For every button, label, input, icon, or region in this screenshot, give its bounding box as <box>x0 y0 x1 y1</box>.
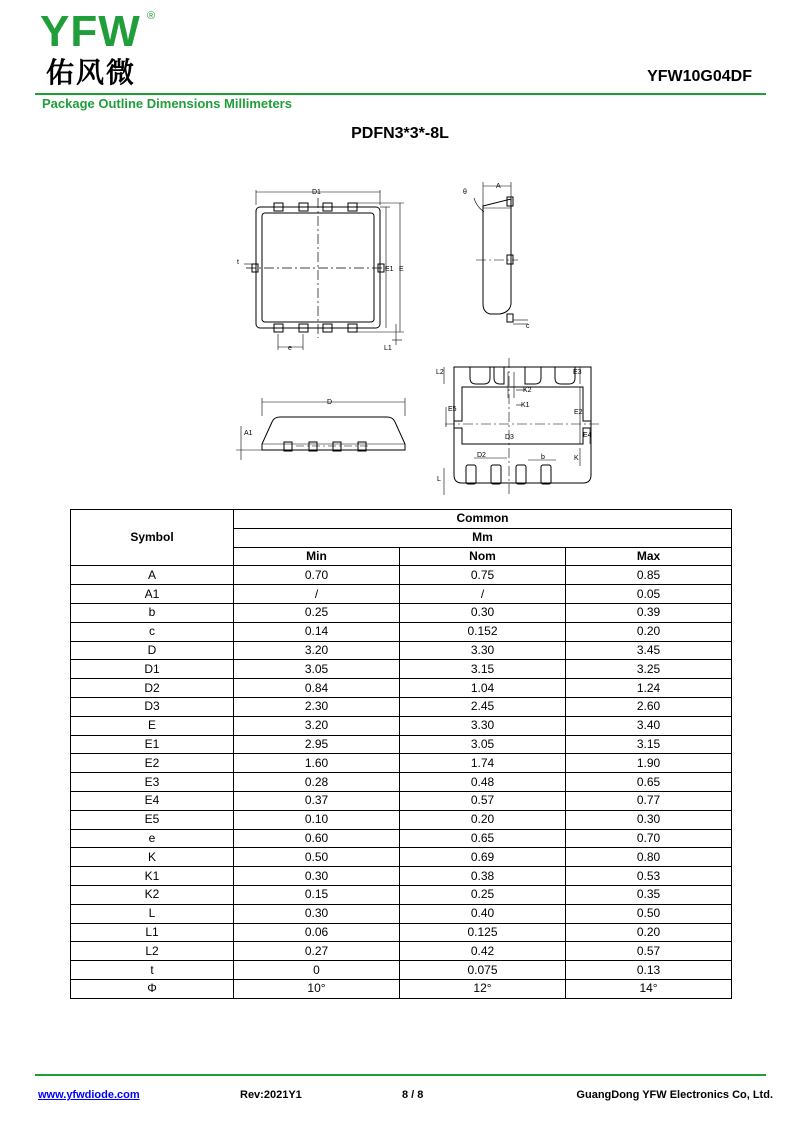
label-c: c <box>526 323 530 330</box>
company-name: GuangDong YFW Electronics Co, Ltd. <box>576 1089 773 1101</box>
table-row <box>71 867 732 886</box>
section-subtitle: Package Outline Dimensions Millimeters <box>42 96 292 111</box>
cell-nom: 0.20 <box>400 810 566 829</box>
package-title: PDFN3*3*-8L <box>351 125 449 142</box>
cell-min: 0.27 <box>234 942 400 961</box>
cell-nom: 0.57 <box>400 791 566 810</box>
cell-max: 1.24 <box>566 679 732 698</box>
cell-max: 1.90 <box>566 754 732 773</box>
table-row <box>71 829 732 848</box>
cell-symbol: E <box>71 716 234 735</box>
cell-nom: 3.15 <box>400 660 566 679</box>
table-body <box>71 566 732 998</box>
label-e: E <box>399 266 404 273</box>
cell-min: 3.05 <box>234 660 400 679</box>
cell-symbol: E2 <box>71 754 234 773</box>
table-row <box>71 603 732 622</box>
cell-nom: 3.30 <box>400 716 566 735</box>
cell-max: 0.80 <box>566 848 732 867</box>
cell-symbol: E1 <box>71 735 234 754</box>
cell-nom: 0.075 <box>400 961 566 980</box>
table-row <box>71 961 732 980</box>
cell-symbol: L <box>71 904 234 923</box>
cell-min: 0.70 <box>234 566 400 585</box>
cell-max: 0.05 <box>566 585 732 604</box>
unit-header: Mm <box>234 528 732 547</box>
min-header: Min <box>234 547 400 566</box>
logo-letters: YFW <box>40 7 141 56</box>
cell-symbol: D1 <box>71 660 234 679</box>
cell-symbol: A <box>71 566 234 585</box>
cell-min: 2.95 <box>234 735 400 754</box>
cell-min: 3.20 <box>234 641 400 660</box>
cell-min: 1.60 <box>234 754 400 773</box>
label-a: A <box>496 183 501 190</box>
cell-min: 0.15 <box>234 885 400 904</box>
label-l2: L2 <box>436 369 444 376</box>
cell-min: 0.10 <box>234 810 400 829</box>
cell-min: 0.37 <box>234 791 400 810</box>
cell-max: 3.45 <box>566 641 732 660</box>
label-t: t <box>237 259 239 266</box>
cell-nom: 0.25 <box>400 885 566 904</box>
cell-max: 0.39 <box>566 603 732 622</box>
cell-min: 0.28 <box>234 773 400 792</box>
cell-symbol: E3 <box>71 773 234 792</box>
cell-nom: 0.65 <box>400 829 566 848</box>
cell-max: 0.85 <box>566 566 732 585</box>
cell-min: 2.30 <box>234 697 400 716</box>
cell-max: 0.35 <box>566 885 732 904</box>
cell-min: 0.06 <box>234 923 400 942</box>
table-row <box>71 660 732 679</box>
cell-max: 0.20 <box>566 923 732 942</box>
cell-min: 3.20 <box>234 716 400 735</box>
cell-max: 0.50 <box>566 904 732 923</box>
cell-symbol: K1 <box>71 867 234 886</box>
cell-min: 0.50 <box>234 848 400 867</box>
cell-nom: 0.48 <box>400 773 566 792</box>
table-row <box>71 566 732 585</box>
table-row <box>71 697 732 716</box>
table-row <box>71 773 732 792</box>
cell-max: 0.77 <box>566 791 732 810</box>
label-e1: E1 <box>385 266 394 273</box>
table-row <box>71 885 732 904</box>
cell-nom: 0.38 <box>400 867 566 886</box>
cell-nom: 1.04 <box>400 679 566 698</box>
cell-nom: 0.75 <box>400 566 566 585</box>
common-header: Common <box>234 510 732 529</box>
cell-symbol: e <box>71 829 234 848</box>
cell-max: 14° <box>566 979 732 998</box>
cell-nom: 0.69 <box>400 848 566 867</box>
label-d: D <box>327 399 333 406</box>
cell-min: 0.60 <box>234 829 400 848</box>
cell-symbol: t <box>71 961 234 980</box>
cell-symbol: E4 <box>71 791 234 810</box>
cell-symbol: E5 <box>71 810 234 829</box>
cell-symbol: K <box>71 848 234 867</box>
table-row <box>71 923 732 942</box>
cell-min: 0.25 <box>234 603 400 622</box>
table-row <box>71 791 732 810</box>
label-k: K <box>574 455 579 462</box>
cell-nom: 0.42 <box>400 942 566 961</box>
label-theta: θ <box>463 189 467 196</box>
cell-max: 3.25 <box>566 660 732 679</box>
package-outline-drawing <box>0 0 800 505</box>
cell-symbol: D3 <box>71 697 234 716</box>
page-number: 8 / 8 <box>402 1089 424 1101</box>
cell-symbol: D <box>71 641 234 660</box>
table-row <box>71 585 732 604</box>
cell-symbol: K2 <box>71 885 234 904</box>
cell-nom: 1.74 <box>400 754 566 773</box>
label-d3: D3 <box>505 434 514 441</box>
logo-chinese-text: 佑风微 <box>46 56 137 89</box>
cell-nom: 3.05 <box>400 735 566 754</box>
max-header: Max <box>566 547 732 566</box>
cell-max: 2.60 <box>566 697 732 716</box>
cell-nom: 0.40 <box>400 904 566 923</box>
table-row <box>71 735 732 754</box>
cell-max: 0.13 <box>566 961 732 980</box>
cell-max: 0.53 <box>566 867 732 886</box>
label-d2: D2 <box>477 452 486 459</box>
cell-nom: 3.30 <box>400 641 566 660</box>
cell-min: 0.84 <box>234 679 400 698</box>
label-e3: E3 <box>573 369 582 376</box>
cell-symbol: Φ <box>71 979 234 998</box>
table-row <box>71 679 732 698</box>
website-link[interactable]: www.yfwdiode.com <box>38 1089 140 1101</box>
label-k1: K1 <box>521 402 530 409</box>
label-k2: K2 <box>523 387 532 394</box>
cell-symbol: L2 <box>71 942 234 961</box>
table-row <box>71 979 732 998</box>
part-number: YFW10G04DF <box>647 68 752 85</box>
cell-symbol: D2 <box>71 679 234 698</box>
cell-nom: 12° <box>400 979 566 998</box>
symbol-header: Symbol <box>71 510 234 566</box>
label-e-pitch: e <box>288 345 292 352</box>
cell-nom: 0.125 <box>400 923 566 942</box>
cell-max: 0.20 <box>566 622 732 641</box>
cell-min: 0 <box>234 961 400 980</box>
revision: Rev:2021Y1 <box>240 1089 302 1101</box>
table-row <box>71 942 732 961</box>
cell-nom: 0.30 <box>400 603 566 622</box>
cell-symbol: L1 <box>71 923 234 942</box>
cell-min: 10° <box>234 979 400 998</box>
cell-min: 0.14 <box>234 622 400 641</box>
cell-symbol: A1 <box>71 585 234 604</box>
cell-max: 3.40 <box>566 716 732 735</box>
cell-max: 0.70 <box>566 829 732 848</box>
cell-nom: / <box>400 585 566 604</box>
cell-nom: 0.152 <box>400 622 566 641</box>
cell-symbol: c <box>71 622 234 641</box>
cell-nom: 2.45 <box>400 697 566 716</box>
table-row <box>71 716 732 735</box>
cell-max: 0.30 <box>566 810 732 829</box>
table-row <box>71 622 732 641</box>
label-d1: D1 <box>312 189 321 196</box>
label-e2: E2 <box>574 409 583 416</box>
table-row <box>71 754 732 773</box>
label-e5: E5 <box>448 406 457 413</box>
label-a1: A1 <box>244 430 253 437</box>
table-row <box>71 904 732 923</box>
label-l1: L1 <box>384 345 392 352</box>
table-row <box>71 848 732 867</box>
cell-min: / <box>234 585 400 604</box>
table-row <box>71 641 732 660</box>
label-l: L <box>437 476 441 483</box>
cell-max: 0.57 <box>566 942 732 961</box>
label-b: b <box>541 454 545 461</box>
table-row <box>71 810 732 829</box>
cell-symbol: b <box>71 603 234 622</box>
cell-min: 0.30 <box>234 904 400 923</box>
label-e4: E4 <box>583 432 592 439</box>
cell-min: 0.30 <box>234 867 400 886</box>
footer-divider <box>35 1074 766 1076</box>
cell-max: 3.15 <box>566 735 732 754</box>
cell-max: 0.65 <box>566 773 732 792</box>
registered-mark: ® <box>147 10 156 22</box>
nom-header: Nom <box>400 547 566 566</box>
dimensions-table <box>70 509 732 999</box>
